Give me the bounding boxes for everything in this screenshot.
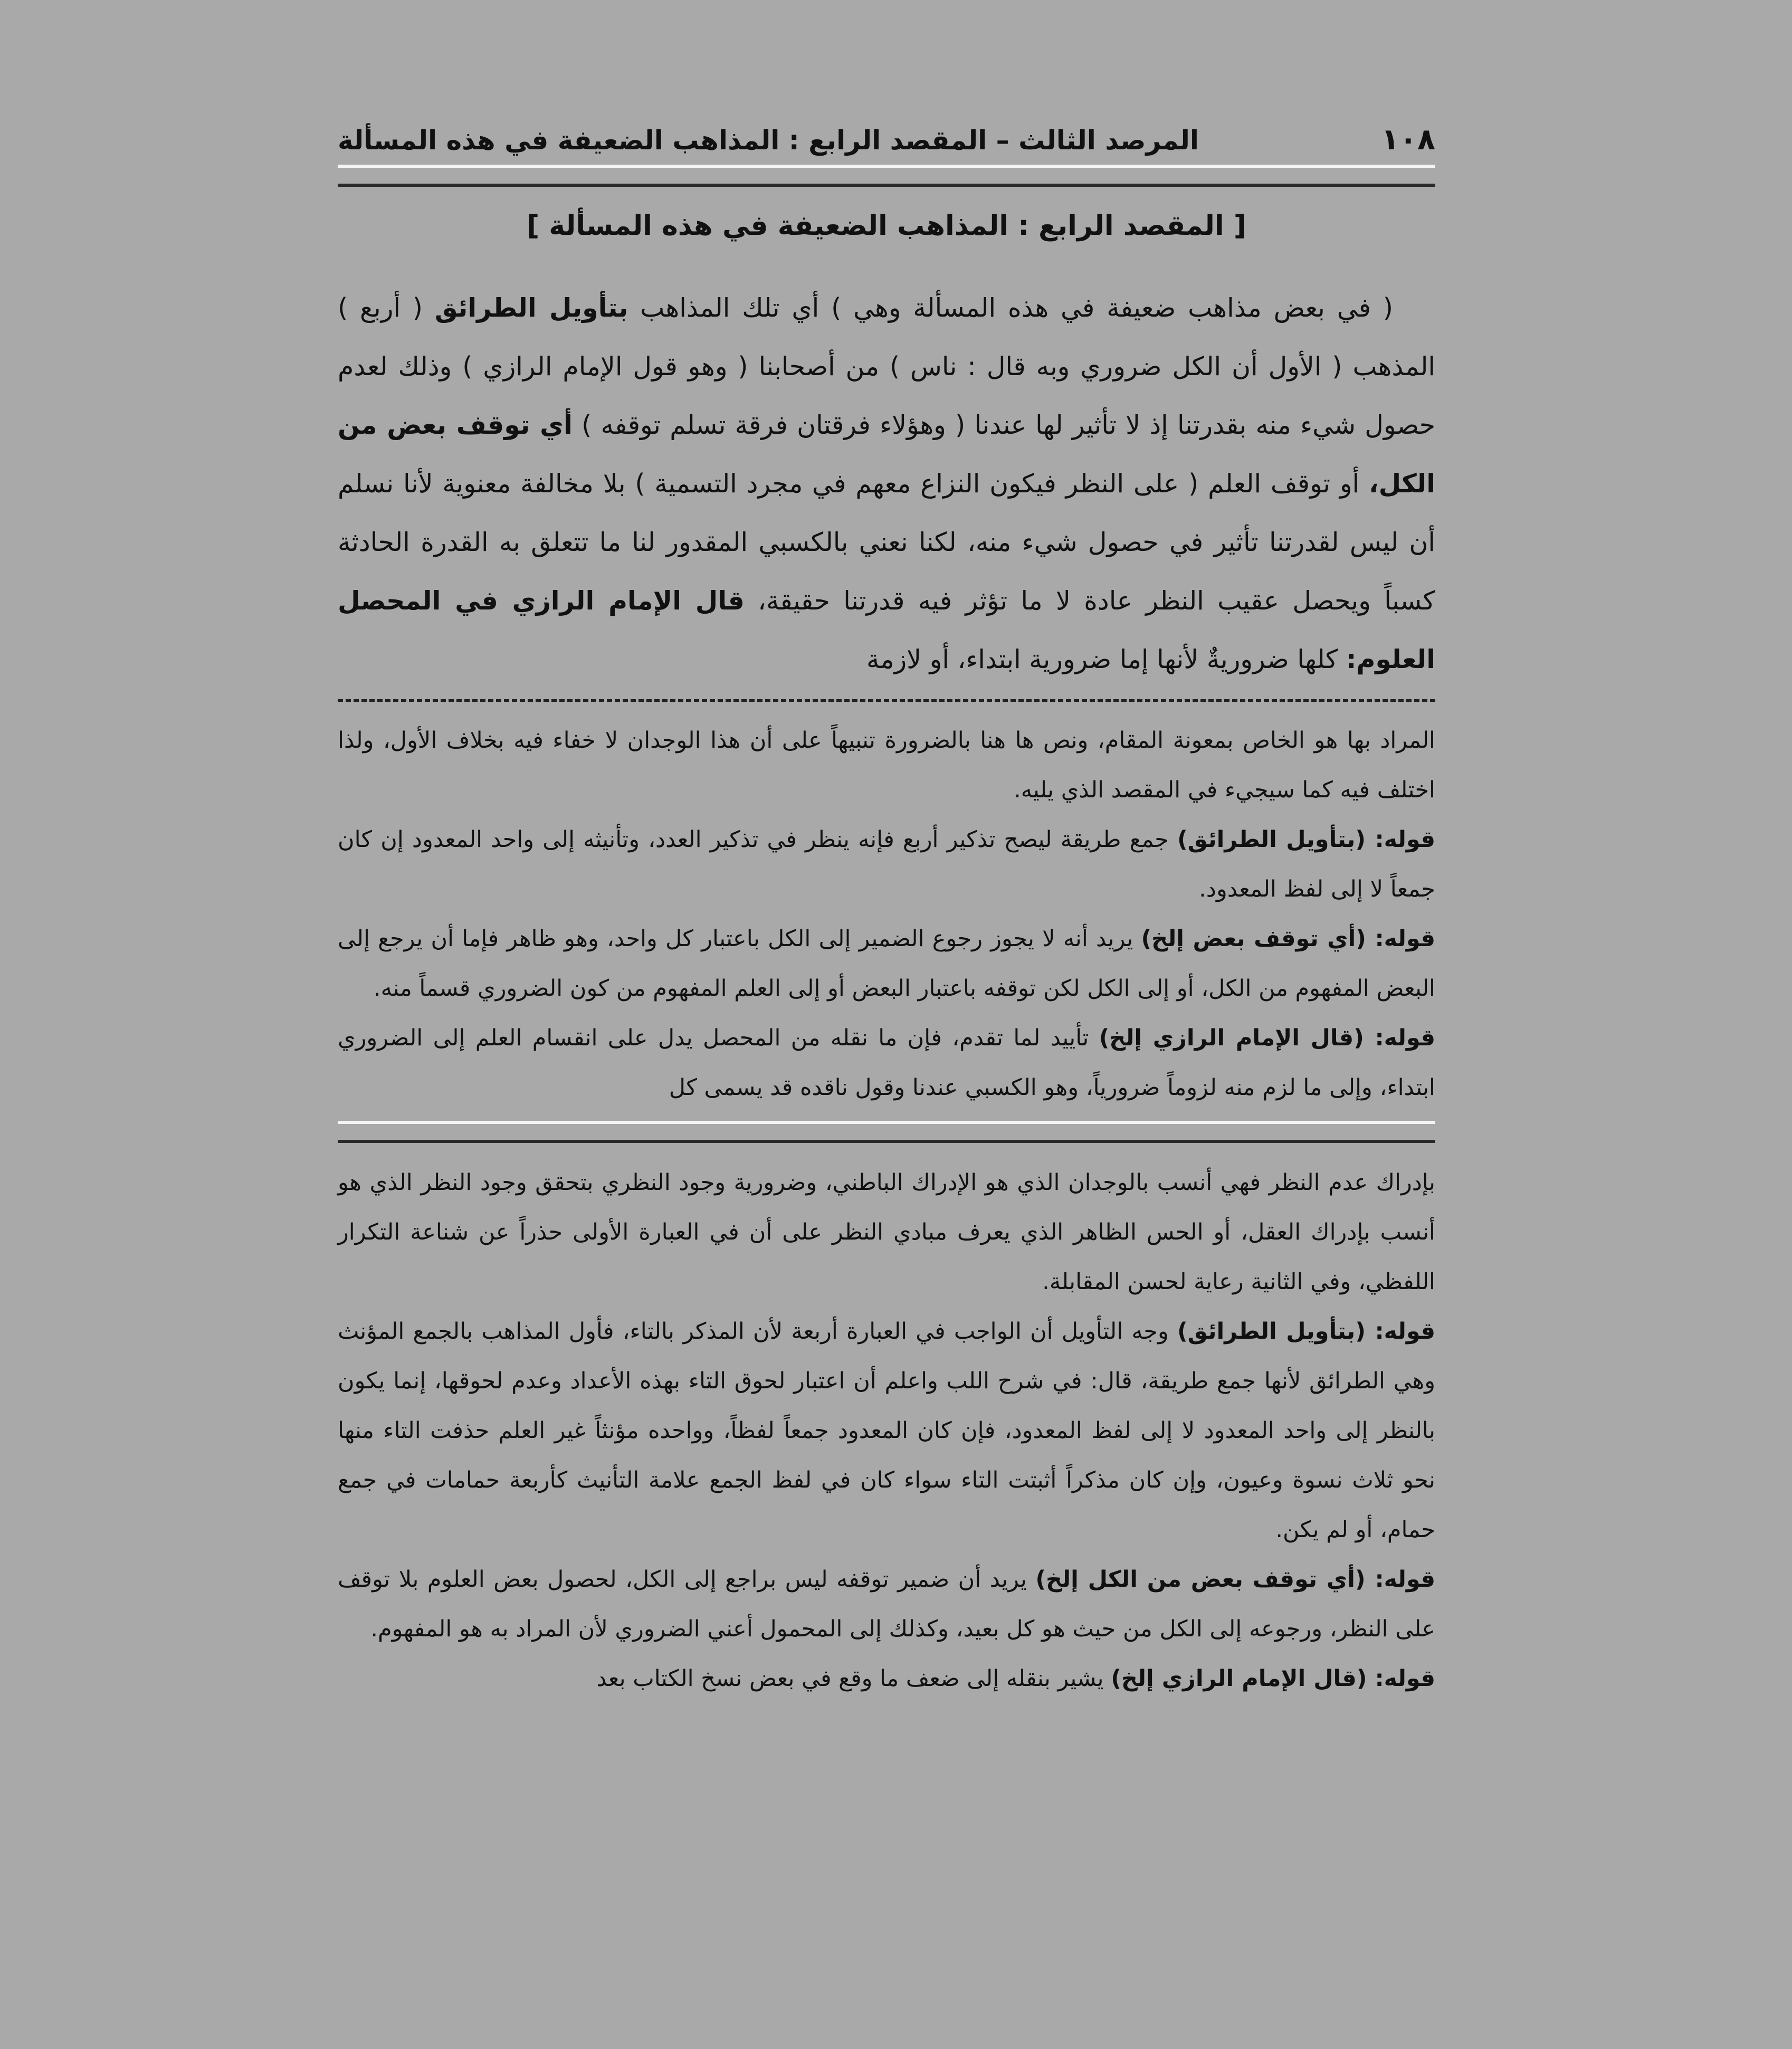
footnote <box>338 815 1435 914</box>
gloss-paragraph: بإدراك عدم النظر فهي أنسب بالوجدان الذي هو الإدراك الباطني، وضرورية وجود النظري بتحقق وجود النظر الذي هو أنسب بإدراك العقل، أو الحس الظاهر الذي يعرف مبادي النظر على أن في العبارة الأولى حذراً عن شناعة التكرار اللفظي، وفي الثانية رعاية لحسن المقابلة. <box>338 1169 1435 1295</box>
main-text-run: أو توقف العلم ( على النظر فيكون النزاع معهم في مجرد التسمية ) بلا مخالفة معنوية لأنا نسلم أن ليس لقدرتنا تأثير في حصول شيء منه، لكنا نعني بالكسبي المقدور لنا ما تتعلق به القدرة الحادثة كسباً ويحصل عقيب النظر عادة لا ما تؤثر فيه قدرتنا حقيقة، <box>338 469 1435 616</box>
section-title: [ المقصد الرابع : المذاهب الضعيفة في هذه المسألة ] <box>527 210 1246 242</box>
main-text-bold-run: بتأويل الطرائق <box>434 293 628 323</box>
footnotes-section <box>338 716 1435 1112</box>
main-text-run: ( في بعض مذاهب ضعيفة في هذه المسألة وهي ) أي تلك المذاهب <box>628 293 1393 323</box>
footnote-text: يريد أنه لا يجوز رجوع الضمير إلى الكل باعتبار كل واحد، وهو ظاهر فإما أن يرجع إلى البعض المفهوم من الكل، أو إلى الكل لكن توقفه باعتبار البعض أو إلى العلم المفهوم من كون الضروري قسماً منه. <box>338 926 1435 1002</box>
main-text-paragraph <box>338 279 1435 689</box>
gloss-divider <box>338 1121 1435 1143</box>
gloss-text: يشير بنقله إلى ضعف ما وقع في بعض نسخ الكتاب بعد <box>596 1665 1111 1692</box>
main-text-run: ( أربع ) المذهب ( الأول أن الكل ضروري وبه قال : ناس ) من أصحابنا ( وهو قول الإمام الرازي ) وذلك لعدم حصول شيء منه بقدرتنا إذ لا تأثير لها عندنا ( وهؤلاء فرقتان فرقة تسلم توقفه ) <box>338 293 1435 440</box>
running-title: المرصد الثالث – المقصد الرابع : المذاهب الضعيفة في هذه المسألة <box>338 125 1199 156</box>
main-text-bold-run: أي توقف بعض من الكل، <box>338 410 1435 499</box>
gloss-paragraph <box>338 1654 1435 1703</box>
main-text-bold-run: قال الإمام الرازي في المحصل العلوم: <box>338 586 1435 674</box>
page-number: ١٠٨ <box>1381 122 1435 157</box>
book-page <box>338 116 1435 1974</box>
footnote: المراد بها هو الخاص بمعونة المقام، ونص ها هنا بالضرورة تنبيهاً على أن هذا الوجدان لا خفاء فيه بخلاف الأول، ولذا اختلف فيه كما سيجيء في المقصد الذي يليه. <box>338 727 1435 803</box>
gloss-text: وجه التأويل أن الواجب في العبارة أربعة لأن المذكر بالتاء، فأول المذاهب بالجمع المؤنث وهي الطرائق لأنها جمع طريقة، قال: في شرح اللب واعلم أن اعتبار لحوق التاء بهذه الأعداد وعدم لحوقها، إنما يكون بالنظر إلى واحد المعدود لا إلى لفظ المعدود، فإن كان المعدود جمعاً لفظاً، وواحده مؤنثاً غير العلم حذفت التاء منها نحو ثلاث نسوة وعيون، وإن كان مذكراً أثبتت التاء سواء كان في لفظ الجمع علامة التأنيث كأربعة حمامات في جمع حمام، أو لم يكن. <box>338 1318 1435 1543</box>
footnote-label: قوله: (قال الإمام الرازي إلخ) <box>1099 1025 1435 1051</box>
footnote <box>338 1013 1435 1112</box>
header-divider <box>338 165 1435 187</box>
gloss-paragraph <box>338 1555 1435 1654</box>
footnote-text: جمع طريقة ليصح تذكير أربع فإنه ينظر في تذكير العدد، وتأنيثه إلى واحد المعدود إن كان جمعاً لا إلى لفظ المعدود. <box>338 826 1435 902</box>
gloss-text: يريد أن ضمير توقفه ليس براجع إلى الكل، لحصول بعض العلوم بلا توقف على النظر، ورجوعه إلى الكل من حيث هو كل بعيد، وكذلك إلى المحمول أعني الضروري لأن المراد به هو المفهوم. <box>338 1566 1435 1642</box>
running-header <box>338 116 1435 164</box>
gloss-label: قوله: (قال الإمام الرازي إلخ) <box>1111 1665 1435 1692</box>
footnote <box>338 914 1435 1013</box>
gloss-section <box>338 1158 1435 1703</box>
main-text-run: كلها ضروريةٌ لأنها إما ضرورية ابتداء، أو لازمة <box>866 644 1346 674</box>
footnote-text: تأييد لما تقدم، فإن ما نقله من المحصل يدل على انقسام العلم إلى الضروري ابتداء، وإلى ما لزم منه لزوماً ضرورياً، وهو الكسبي عندنا وقول ناقده قد يسمى كل <box>338 1025 1435 1101</box>
gloss-label: قوله: (أي توقف بعض من الكل إلخ) <box>1035 1566 1435 1593</box>
footnote-divider <box>338 699 1435 702</box>
footnote-label: قوله: (أي توقف بعض إلخ) <box>1141 926 1435 952</box>
footnote-label: قوله: (بتأويل الطرائق) <box>1177 826 1435 853</box>
gloss-label: قوله: (بتأويل الطرائق) <box>1177 1318 1435 1345</box>
gloss-paragraph <box>338 1307 1435 1555</box>
